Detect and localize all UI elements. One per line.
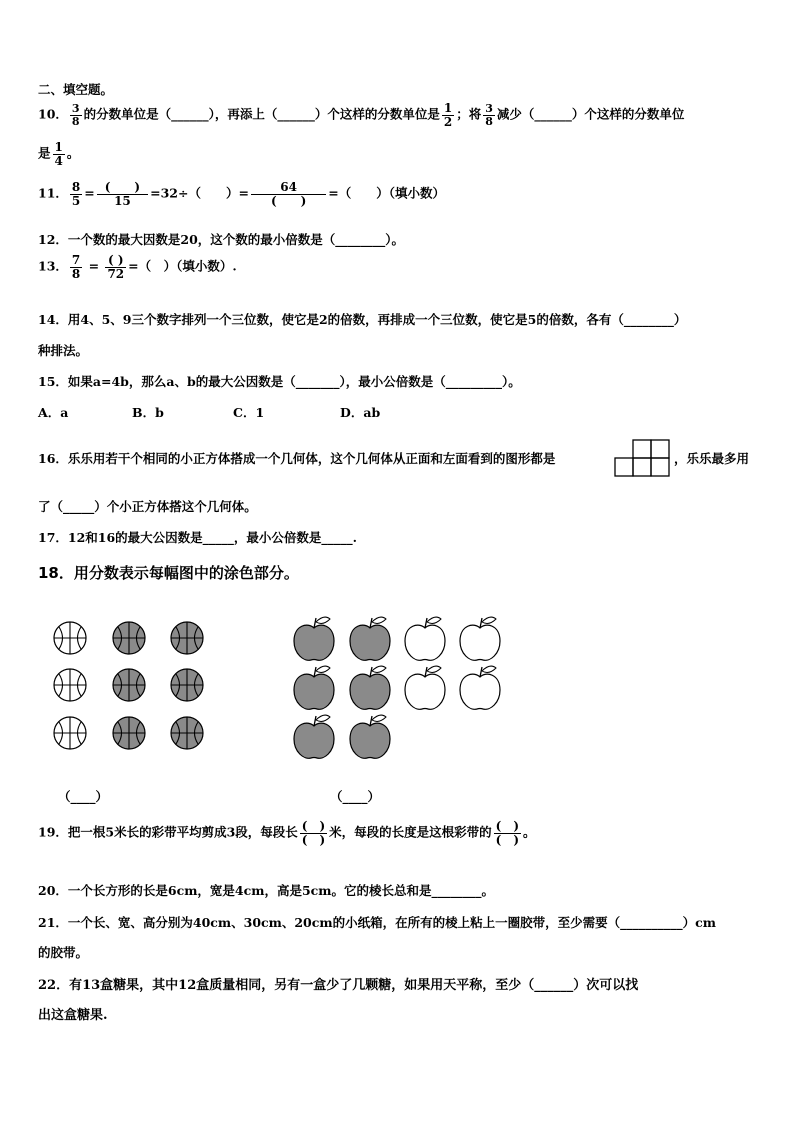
fraction: $\frac{1}{2}$ (443, 101, 453, 129)
question-21: 21．一个长、宽、高分别为40cm、30cm、20cm的小纸箱，在所有的棱上粘上一圈胶带，至少需要（__________）cm (38, 915, 716, 930)
fraction: ( ) ( ) (301, 819, 326, 847)
question-11: 11． $\frac{8}{5}$ = ( ) 15 =32÷（ ）= 64 ( ) =（ ）（填小数） (38, 180, 446, 208)
fraction: $\frac{7}{8}$ (71, 253, 81, 281)
apple-icon (294, 617, 334, 660)
apple-icon (350, 617, 390, 660)
question-13: 13． $\frac{7}{8}$ = ( ) 72 =（ ）（填小数）. (38, 253, 237, 281)
question-16-tail: ，乐乐最多用 (674, 451, 750, 466)
question-14: 14．用4、5、9三个数字排列一个三位数，使它是2的倍数，再排成一个三位数，使它是5的倍数，各有（________） (38, 312, 687, 327)
basketball-icon (171, 717, 203, 749)
apple-icon (405, 666, 445, 709)
apple-icon (405, 617, 445, 660)
apple-icon (294, 715, 334, 758)
question-17: 17．12和16的最大公因数是_____，最小公倍数是_____. (38, 530, 358, 545)
fraction: 64 ( ) (251, 181, 326, 207)
apple-icon (460, 617, 500, 660)
question-10-cont: 是 $\frac{1}{4}$ 。 (38, 140, 80, 168)
fraction: $\frac{3}{8}$ (485, 102, 493, 128)
apple-icon (294, 666, 334, 709)
apple-icon (350, 666, 390, 709)
question-22-cont: 出这盒糖果. (38, 1008, 108, 1023)
basketball-figure (40, 614, 230, 756)
basketball-icon (54, 717, 86, 749)
question-18-title: 18．用分数表示每幅图中的涂色部分。 (38, 564, 299, 582)
basketball-icon (171, 622, 203, 654)
question-20: 20．一个长方形的长是6cm，宽是4cm，高是5cm。它的棱长总和是________。 (38, 883, 495, 898)
question-21-cont: 的胶带。 (38, 945, 89, 960)
basketball-icon (113, 669, 145, 701)
section-title: 二、填空题。 (38, 82, 114, 97)
q15-option-a: A．a (38, 405, 69, 420)
apple-icon (350, 715, 390, 758)
cube-view-figure (613, 438, 671, 478)
q15-option-d: D．ab (340, 405, 381, 420)
basketball-icon (113, 717, 145, 749)
question-10: 10． $\frac{3}{8}$ 的分数单位是（______），再添上（______）个这样的分数单位是 $\frac{1}{2}$ ；将 $\frac{3}{8}$ 减少（______）个这样的分数单位 (38, 101, 685, 129)
q18-blank-2: （____） (330, 789, 381, 804)
question-15: 15．如果a=4b，那么a、b的最大公因数是（_______），最小公倍数是（_________）。 (38, 374, 521, 389)
question-22: 22．有13盒糖果，其中12盒质量相同，另有一盒少了几颗糖，如果用天平称，至少（______）次可以找 (38, 978, 639, 993)
q15-option-c: C．1 (233, 405, 265, 420)
fraction: $\frac{8}{5}$ (71, 180, 81, 208)
question-16: 16．乐乐用若干个相同的小正方体搭成一个几何体，这个几何体从正面和左面看到的图形都是 (38, 451, 556, 466)
q18-blank-1: （____） (58, 789, 109, 804)
apple-figure (290, 612, 510, 762)
fraction: $\frac{1}{4}$ (54, 140, 63, 168)
question-16-cont: 了（_____）个小正方体搭这个几何体。 (38, 499, 257, 514)
basketball-icon (171, 669, 203, 701)
fraction: $\frac{3}{8}$ (71, 102, 80, 128)
question-14-cont: 种排法。 (38, 343, 89, 358)
basketball-icon (113, 622, 145, 654)
fraction: ( ) 15 (97, 181, 148, 207)
question-12: 12．一个数的最大因数是20，这个数的最小倍数是（________）。 (38, 232, 405, 247)
q15-option-b: B．b (132, 405, 164, 420)
fraction: ( ) ( ) (495, 819, 520, 847)
basketball-icon (54, 622, 86, 654)
apple-icon (460, 666, 500, 709)
fraction: ( ) 72 (107, 253, 125, 281)
basketball-icon (54, 669, 86, 701)
question-19: 19．把一根5米长的彩带平均剪成3段，每段长 ( ) ( ) 米，每段的长度是这根彩带的 ( ) ( ) 。 (38, 819, 536, 847)
